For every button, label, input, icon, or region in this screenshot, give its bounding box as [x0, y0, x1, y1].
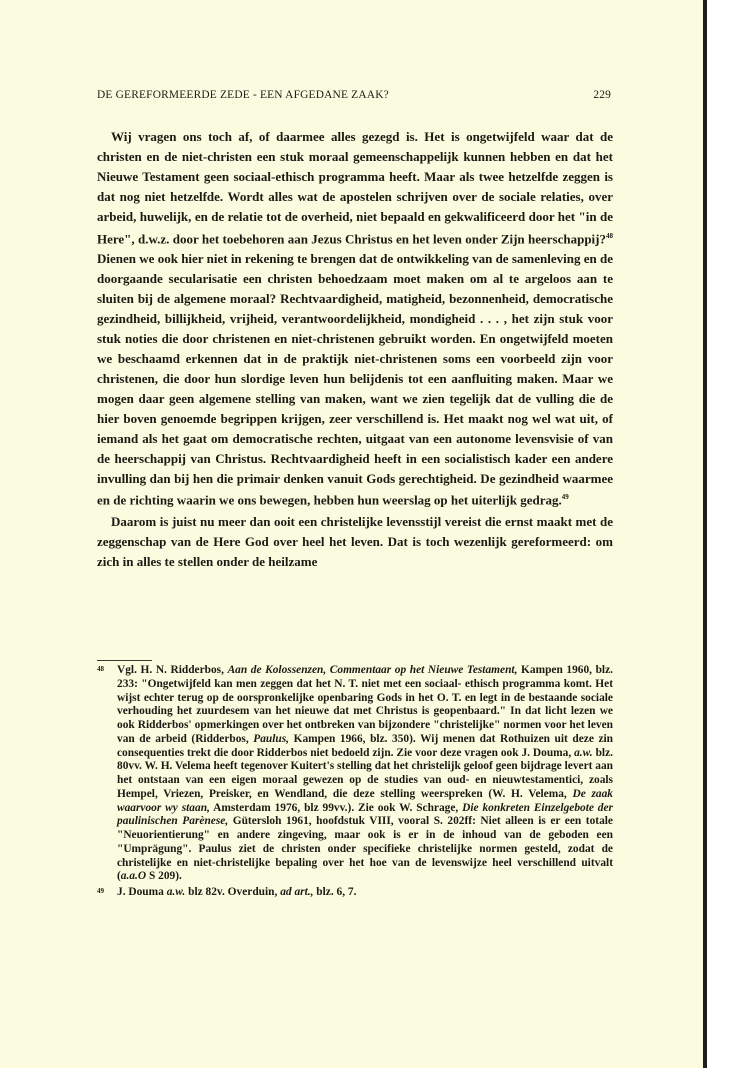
footnote-italic: a.a.O [120, 870, 147, 883]
footnote-segment: J. Douma [117, 886, 167, 898]
footnote-italic: De zaak waarvoor wy staan, [117, 787, 613, 814]
footnote-segment: Kampen 1960, blz. 233: "Ongetwijfeld kan men zeggen dat het N. T. niet met een sociaal- ethisch programma komt. Het wijst echter terug op de oorspronkelijke openbaring Gods in het O. T. en legt in de bestaande sociale verhouding het zuurdesem van het nieuwe dat met Christus is geopenbaard." In dat licht lezen we ook Ridderbos' opmerkingen over het ontbreken van bijzondere "christelijke" normen voor het leven van de arbeid (Ridderbos, [117, 664, 614, 745]
footnote-segment: S 209). [146, 870, 182, 883]
page-number: 229 [593, 89, 611, 101]
footnote-segment: Kampen 1966, blz. 350). Wij menen dat Rothuizen uit deze zin consequenties trekt die door Ridderbos niet bedoeld zijn. Zie voor deze vragen ook J. Douma, [117, 732, 613, 759]
footnote-italic: a.w. [166, 886, 186, 898]
footnote-text [117, 886, 613, 900]
paragraph-text: Dienen we ook hier niet in rekening te brengen dat de ontwikkeling van de samenleving en de doorgaande secularisatie een christen behoedzaam moet maken om al te argeloos aan te sluiten bij de algemene moraal? Rechtvaardigheid, matigheid, bezonnenheid, democratische gezindheid, billijkheid, vrijheid, verantwoordelijkheid, mondigheid . . . , het zijn stuk voor stuk noties die door christenen en niet-christenen gebruikt worden. En ongetwijfeld moeten we beschaamd erkennen dat in de praktijk niet-christenen soms een voorbeeld zijn voor christenen, die door hun slordige leven hun belijdenis tot een aanfluiting maken. Maar we mogen daar geen algemene stelling van maken, want we zien tegelijk dat de vulling die de hier boven genoemde begrippen krijgen, zeer verschillend is. Het maakt nog wel wat uit, of iemand als het gaat om democratische rechten, uitgaat van een autonome levensvisie of van de heerschappij van Christus. Rechtvaardigheid heeft in een socialistisch kader een andere invulling dan bij hen die primair denken vanuit Gods gerechtigheid. De gezindheid waarmee en de richting waarin we ons bewegen, hebben hun weerslag op het uiterlijk gedrag. [97, 251, 613, 508]
footnote-italic: Paulus, [253, 732, 290, 745]
footnote-segment: Vgl. H. N. Ridderbos, [117, 664, 228, 676]
footnote-ref: 48 [606, 231, 613, 240]
footnote-number: 49 [97, 887, 104, 895]
footnote-number: 48 [97, 665, 104, 673]
footnote-italic: Aan de Kolossenzen, Commentaar op het Nieuwe Testament, [227, 664, 518, 676]
footnote-text [117, 664, 613, 884]
footnote-ref: 49 [561, 493, 569, 502]
footnote-segment: blz. 80vv. W. H. Velema heeft tegenover Kuitert's stelling dat het christelijk geloof geen bijdrage levert aan het ontstaan van een eigen moraal gewezen op de studies van oud- en nieuwtestamentici, zoals Hempel, Vriezen, Preisker, en Wendland, die deze stelling weerspreken (W. H. Velema, [117, 746, 613, 800]
footnote-rule [97, 660, 152, 661]
footnote-segment: Gütersloh 1961, hoofdstuk VIII, vooral S. 202ff: Niet alleen is er een totale "Neuorientierung" en andere zingeving, maar ook is er in de inhoud van de geboden een "Umprägung". Paulus ziet de christen onder specifieke christelijke normen gesteld, zodat de christelijke en niet-christelijke bepaling over het hoe van de levenswijze heel verschillend uitvalt ( [117, 815, 613, 883]
paragraph [97, 127, 613, 511]
running-header [97, 89, 611, 105]
footnote-segment: blz 82v. Overduin, [185, 886, 281, 898]
running-title: DE GEREFORMEERDE ZEDE - EEN AFGEDANE ZAAK? [97, 89, 389, 101]
footnote-segment: blz. 6, 7. [313, 886, 357, 898]
footnote-italic: a.w. [574, 746, 593, 759]
footnotes [97, 664, 613, 900]
footnote-italic: ad art., [280, 886, 314, 898]
paragraph-text: Wij vragen ons toch af, of daarmee alles gezegd is. Het is ongetwijfeld waar dat de christen en de niet-christen een stuk moraal gemeenschappelijk kunnen hebben en dat het Nieuwe Testament geen sociaal-ethisch programma heeft. Maar als twee hetzelfde zeggen is dat nog niet hetzelfde. Wordt alles wat de apostelen schrijven over de sociale relaties, over arbeid, huwelijk, en de relatie tot de overheid, niet bepaald en gekwalificeerd door het "in de Here", d.w.z. door het toebehoren aan Jezus Christus en het leven onder Zijn heerschappij? [97, 129, 613, 247]
footnote-49 [97, 886, 613, 900]
body-text [97, 127, 613, 572]
footnote-italic: Die konkreten Einzelgebote der paulinischen Parènese, [117, 801, 613, 828]
paragraph: Daarom is juist nu meer dan ooit een christelijke levensstijl vereist die ernst maakt met de zeggenschap van de Here God over heel het leven. Dat is toch wezenlijk gereformeerd: om zich in alles te stellen onder de heilzame [97, 513, 613, 569]
footnote-48 [97, 664, 613, 884]
footnote-segment: Amsterdam 1976, blz 99vv.). Zie ook W. Schrage, [209, 801, 463, 814]
scan-edge [703, 0, 707, 1068]
